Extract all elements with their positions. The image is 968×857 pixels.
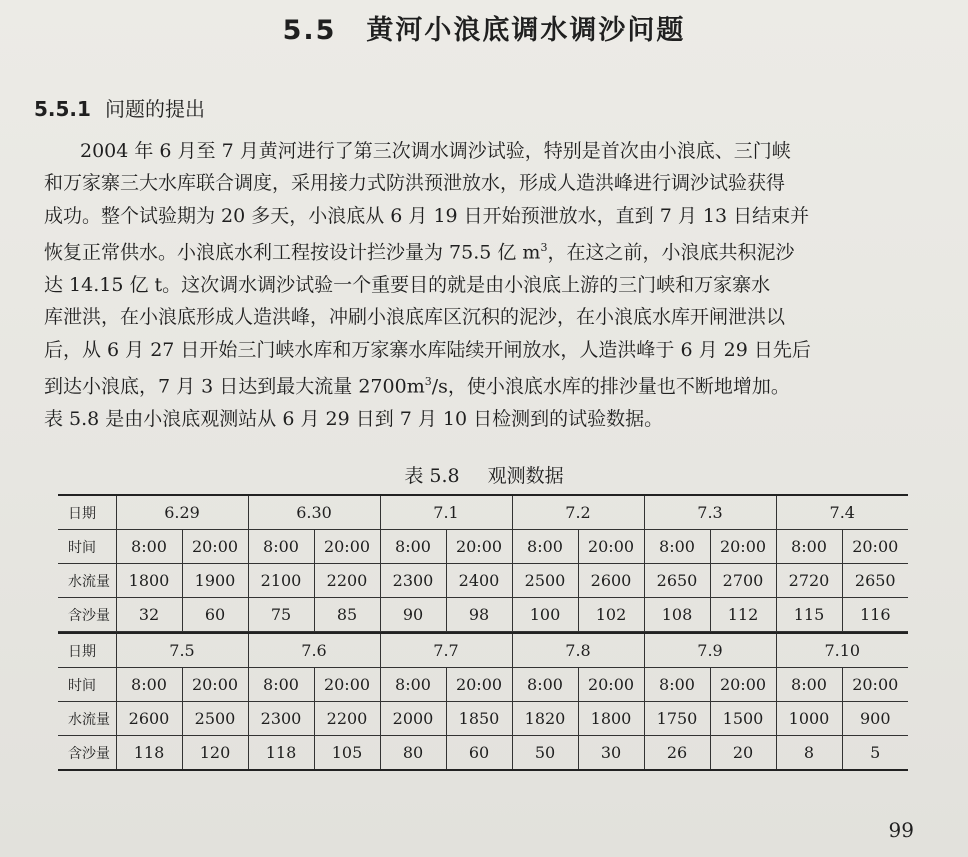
paragraph-line: 2004 年 6 月至 7 月黄河进行了第三次调水调沙试验，特别是首次由小浪底、三门峡 xyxy=(80,140,791,162)
date-cell: 7.4 xyxy=(776,495,908,530)
flow-cell: 2650 xyxy=(644,564,710,598)
paragraph-line: 库泄洪，在小浪底形成人造洪峰，冲刷小浪底库区沉积的泥沙，在小浪底水库开闸泄洪以 xyxy=(44,306,786,329)
sand-cell: 8 xyxy=(776,736,842,771)
sand-cell: 60 xyxy=(446,736,512,771)
chapter-number: 5.5 xyxy=(282,15,337,46)
time-cell: 20:00 xyxy=(314,668,380,702)
sand-cell: 100 xyxy=(512,598,578,632)
row-label: 日期 xyxy=(58,633,116,668)
flow-cell: 2650 xyxy=(842,564,908,598)
time-cell: 8:00 xyxy=(380,530,446,564)
sand-cell: 118 xyxy=(248,736,314,771)
flow-cell: 2600 xyxy=(578,564,644,598)
section-title-text: 问题的提出 xyxy=(104,97,205,121)
sand-cell: 75 xyxy=(248,598,314,632)
time-cell: 20:00 xyxy=(842,530,908,564)
flow-cell: 2000 xyxy=(380,702,446,736)
flow-cell: 2400 xyxy=(446,564,512,598)
flow-cell: 1800 xyxy=(578,702,644,736)
time-cell: 8:00 xyxy=(512,530,578,564)
flow-cell: 1900 xyxy=(182,564,248,598)
chapter-title xyxy=(0,8,968,47)
flow-cell: 1500 xyxy=(710,702,776,736)
flow-cell: 2720 xyxy=(776,564,842,598)
time-cell: 20:00 xyxy=(578,668,644,702)
time-cell: 20:00 xyxy=(710,668,776,702)
sand-cell: 116 xyxy=(842,598,908,632)
flow-cell: 1750 xyxy=(644,702,710,736)
flow-cell: 2300 xyxy=(380,564,446,598)
sand-row xyxy=(58,598,908,632)
paragraph-text: /s，使小浪底水库的排沙量也不断地增加。 xyxy=(431,375,790,398)
flow-cell: 1850 xyxy=(446,702,512,736)
time-cell: 20:00 xyxy=(182,530,248,564)
paragraph-line: 后，从 6 月 27 日开始三门峡水库和万家寨水库陆续开闸放水，人造洪峰于 6 月 29 日先后 xyxy=(44,338,811,361)
row-label: 时间 xyxy=(58,668,116,702)
date-cell: 6.30 xyxy=(248,495,380,530)
row-label: 水流量 xyxy=(58,702,116,736)
sand-cell: 26 xyxy=(644,736,710,771)
time-cell: 8:00 xyxy=(644,668,710,702)
sand-cell: 90 xyxy=(380,598,446,632)
time-cell: 8:00 xyxy=(644,530,710,564)
time-cell: 20:00 xyxy=(446,668,512,702)
sand-cell: 98 xyxy=(446,598,512,632)
date-cell: 7.6 xyxy=(248,633,380,668)
section-number: 5.5.1 xyxy=(34,97,91,121)
table-caption-number: 表 5.8 xyxy=(404,465,460,487)
row-label: 时间 xyxy=(58,530,116,564)
sand-cell: 50 xyxy=(512,736,578,771)
sand-cell: 30 xyxy=(578,736,644,771)
flow-cell: 2100 xyxy=(248,564,314,598)
sand-cell: 118 xyxy=(116,736,182,771)
body-paragraph xyxy=(44,135,924,435)
date-row xyxy=(58,495,908,530)
time-cell: 8:00 xyxy=(248,668,314,702)
paragraph-text: 到达小浪底，7 月 3 日达到最大流量 2700m xyxy=(44,375,425,398)
date-cell: 7.10 xyxy=(776,633,908,668)
observation-table-part-1 xyxy=(58,494,908,632)
flow-cell: 900 xyxy=(842,702,908,736)
sand-cell: 120 xyxy=(182,736,248,771)
chapter-title-text: 黄河小浪底调水调沙问题 xyxy=(366,15,686,46)
section-title xyxy=(34,93,205,122)
time-cell: 8:00 xyxy=(512,668,578,702)
date-cell: 7.2 xyxy=(512,495,644,530)
date-cell: 7.5 xyxy=(116,633,248,668)
time-cell: 8:00 xyxy=(776,530,842,564)
flow-cell: 2200 xyxy=(314,702,380,736)
time-cell: 20:00 xyxy=(314,530,380,564)
sand-cell: 105 xyxy=(314,736,380,771)
time-cell: 8:00 xyxy=(776,668,842,702)
sand-cell: 115 xyxy=(776,598,842,632)
date-cell: 6.29 xyxy=(116,495,248,530)
row-label: 水流量 xyxy=(58,564,116,598)
flow-row xyxy=(58,702,908,736)
paragraph-line: 和万家寨三大水库联合调度，采用接力式防洪预泄放水，形成人造洪峰进行调沙试验获得 xyxy=(44,172,786,195)
page-number: 99 xyxy=(888,818,914,842)
table-caption xyxy=(0,461,968,488)
sand-cell: 60 xyxy=(182,598,248,632)
superscript: 3 xyxy=(540,241,548,255)
date-cell: 7.3 xyxy=(644,495,776,530)
row-label: 含沙量 xyxy=(58,598,116,632)
time-cell: 20:00 xyxy=(182,668,248,702)
time-cell: 8:00 xyxy=(248,530,314,564)
paragraph-line: 表 5.8 是由小浪底观测站从 6 月 29 日到 7 月 10 日检测到的试验数据。 xyxy=(44,407,664,430)
date-cell: 7.7 xyxy=(380,633,512,668)
sand-cell: 102 xyxy=(578,598,644,632)
time-row xyxy=(58,530,908,564)
flow-cell: 1800 xyxy=(116,564,182,598)
date-cell: 7.8 xyxy=(512,633,644,668)
sand-cell: 108 xyxy=(644,598,710,632)
row-label: 日期 xyxy=(58,495,116,530)
paragraph-line: 成功。整个试验期为 20 多天，小浪底从 6 月 19 日开始预泄放水，直到 7 月 13 日结束并 xyxy=(44,204,810,227)
observation-table-part-2 xyxy=(58,632,908,771)
flow-cell: 2200 xyxy=(314,564,380,598)
time-cell: 8:00 xyxy=(116,530,182,564)
flow-cell: 2500 xyxy=(512,564,578,598)
paragraph-text: ，在这之前，小浪底共积泥沙 xyxy=(547,241,795,264)
flow-row xyxy=(58,564,908,598)
paragraph-line xyxy=(44,232,924,269)
row-label: 含沙量 xyxy=(58,736,116,771)
time-cell: 20:00 xyxy=(446,530,512,564)
date-cell: 7.9 xyxy=(644,633,776,668)
time-cell: 8:00 xyxy=(116,668,182,702)
sand-cell: 5 xyxy=(842,736,908,771)
time-cell: 20:00 xyxy=(842,668,908,702)
date-cell: 7.1 xyxy=(380,495,512,530)
paragraph-line: 达 14.15 亿 t。这次调水调沙试验一个重要目的就是由小浪底上游的三门峡和万家寨水 xyxy=(44,273,771,296)
sand-cell: 32 xyxy=(116,598,182,632)
superscript: 3 xyxy=(424,375,432,389)
time-row xyxy=(58,668,908,702)
sand-cell: 112 xyxy=(710,598,776,632)
sand-cell: 85 xyxy=(314,598,380,632)
sand-cell: 20 xyxy=(710,736,776,771)
flow-cell: 2300 xyxy=(248,702,314,736)
sand-cell: 80 xyxy=(380,736,446,771)
flow-cell: 2500 xyxy=(182,702,248,736)
time-cell: 20:00 xyxy=(710,530,776,564)
time-cell: 8:00 xyxy=(380,668,446,702)
table-caption-title: 观测数据 xyxy=(487,465,564,487)
time-cell: 20:00 xyxy=(578,530,644,564)
flow-cell: 2600 xyxy=(116,702,182,736)
flow-cell: 1000 xyxy=(776,702,842,736)
flow-cell: 1820 xyxy=(512,702,578,736)
paragraph-line xyxy=(44,366,924,403)
date-row xyxy=(58,633,908,668)
sand-row xyxy=(58,736,908,771)
paragraph-text: 恢复正常供水。小浪底水利工程按设计拦沙量为 75.5 亿 m xyxy=(44,241,541,264)
flow-cell: 2700 xyxy=(710,564,776,598)
